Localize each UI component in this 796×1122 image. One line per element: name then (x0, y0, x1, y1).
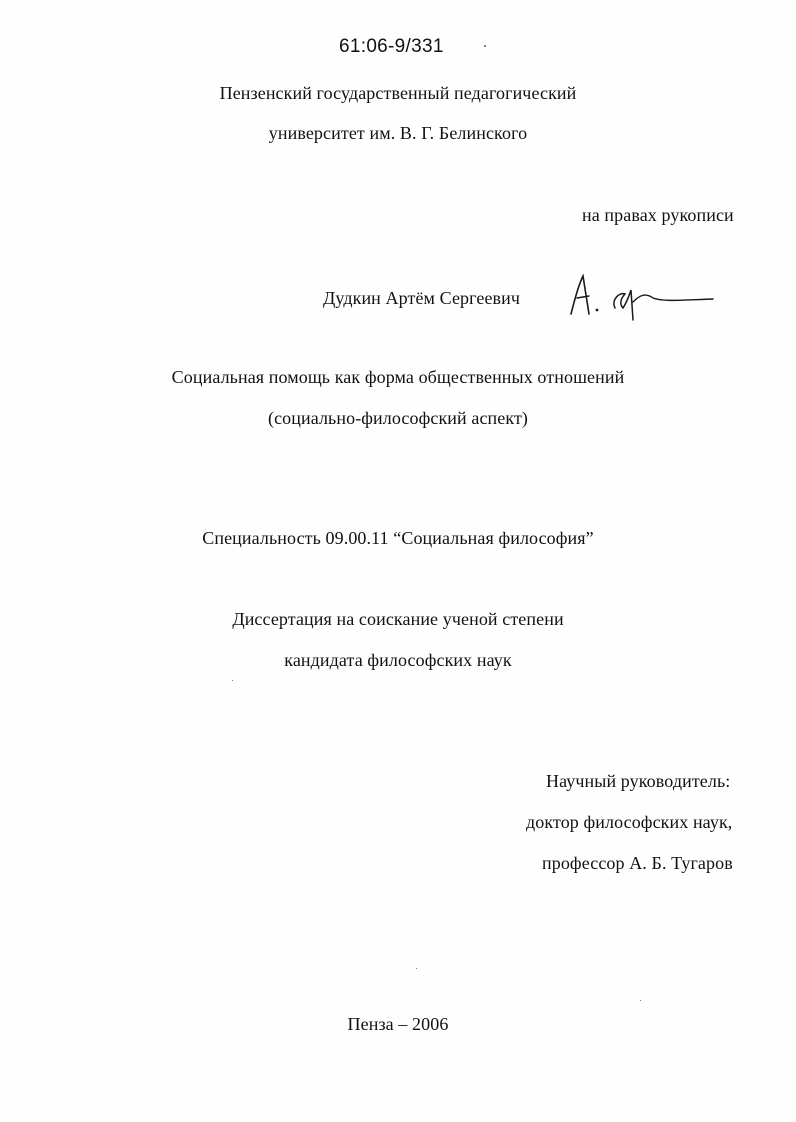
archive-code-stamp: 61:06-9/331 (339, 36, 444, 57)
dissertation-title-line-2: (социально-философский аспект) (267, 408, 529, 428)
university-line-2: университет им. В. Г. Белинского (268, 123, 528, 143)
degree-line-1: Диссертация на соискание ученой степени (232, 609, 564, 629)
scan-speck (416, 968, 417, 969)
university-line-1: Пензенский государственный педагогический (219, 83, 577, 103)
author-name: Дудкин Артём Сергеевич (323, 288, 521, 308)
supervisor-degree: доктор философских наук, (526, 812, 733, 832)
city-year-footer: Пенза – 2006 (347, 1014, 449, 1034)
supervisor-heading: Научный руководитель: (546, 771, 731, 791)
dissertation-title-line-1: Социальная помощь как форма общественных отношений (171, 367, 625, 387)
degree-line-2: кандидата философских наук (284, 650, 512, 670)
scan-speck (640, 1000, 641, 1001)
manuscript-note: на правах рукописи (582, 205, 734, 225)
specialty-line: Специальность 09.00.11 “Социальная философия” (202, 528, 594, 548)
scan-speck (232, 680, 233, 681)
scan-speck (484, 45, 486, 47)
author-signature-icon (563, 268, 723, 328)
supervisor-name: профессор А. Б. Тугаров (542, 853, 733, 873)
